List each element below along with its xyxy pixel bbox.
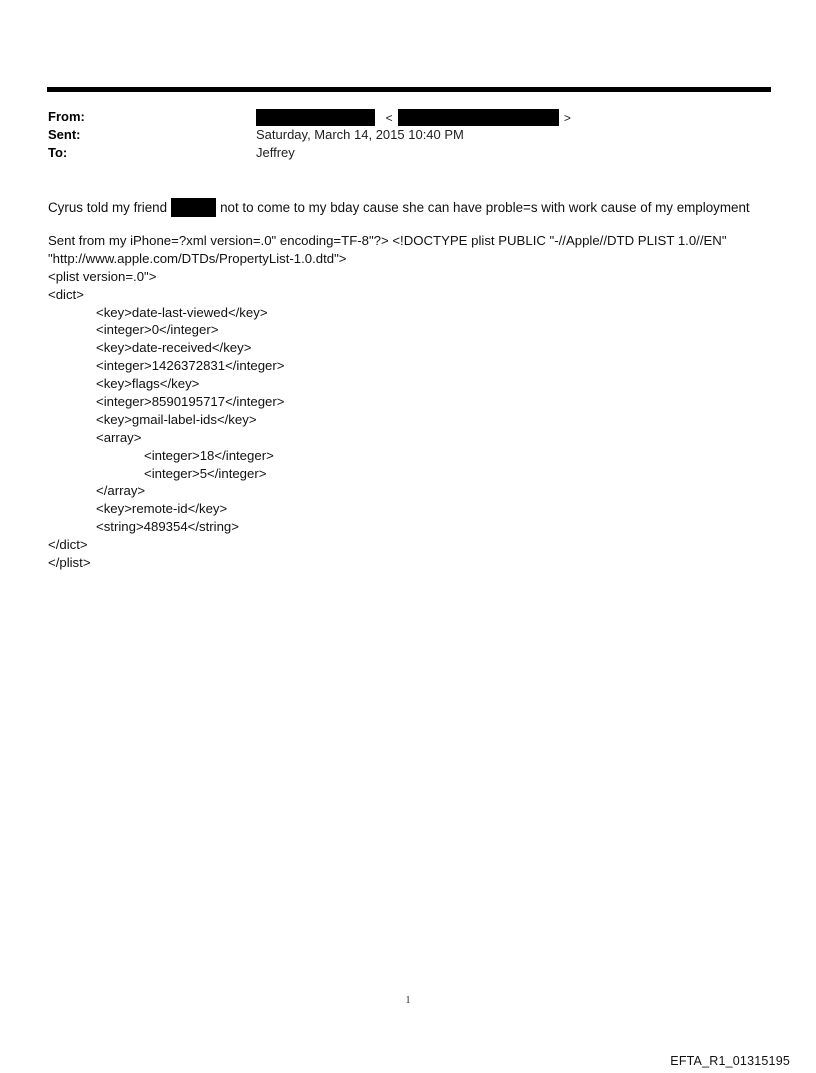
from-label: From: [48, 109, 85, 124]
from-open-bracket: < [385, 110, 393, 125]
body-line: </array> [96, 483, 146, 499]
body-line: <string>489354</string> [96, 519, 239, 535]
to-row [48, 144, 768, 162]
page-number: 1 [405, 995, 411, 1006]
sent-row [48, 126, 768, 144]
redacted-sender-name [256, 109, 375, 126]
redacted-friend-name [171, 198, 216, 217]
body-line: <dict> [48, 286, 84, 302]
body-line: </plist> [48, 555, 91, 571]
body-line: <key>date-received</key> [96, 340, 252, 356]
body-line: <array> [96, 429, 142, 445]
message-before-redaction: Cyrus told my friend [48, 200, 168, 215]
sent-value: Saturday, March 14, 2015 10:40 PM [256, 127, 464, 142]
sent-label: Sent: [48, 127, 81, 142]
to-label: To: [48, 145, 68, 160]
bates-number: EFTA_R1_01315195 [670, 1054, 790, 1068]
body-line: </dict> [48, 537, 88, 553]
body-line: Sent from my iPhone=?xml version=.0" encoding=TF-8"?> <!DOCTYPE plist PUBLIC "-//Apple//DTD PLIST 1.0//EN" [48, 233, 727, 248]
from-row [48, 108, 768, 126]
body-line: <key>flags</key> [96, 376, 200, 392]
body-line: <key>date-last-viewed</key> [96, 304, 268, 320]
body-line: <integer>18</integer> [144, 447, 274, 463]
body-line: <plist version=.0"> [48, 268, 157, 284]
redacted-sender-email [398, 109, 559, 126]
message-text [48, 198, 788, 218]
email-header [48, 108, 768, 162]
body-line: "http://www.apple.com/DTDs/PropertyList-1.0.dtd"> [48, 250, 347, 266]
body-line: <integer>8590195717</integer> [96, 394, 285, 410]
body-line: <integer>0</integer> [96, 322, 219, 338]
to-value: Jeffrey [256, 145, 295, 160]
body-line: <integer>5</integer> [144, 465, 267, 481]
from-close-bracket: > [563, 110, 571, 125]
header-rule [47, 87, 771, 92]
from-value [256, 108, 571, 127]
email-body [48, 232, 778, 572]
message-after-redaction: not to come to my bday cause she can have proble=s with work cause of my employment [220, 200, 750, 215]
body-line: <key>gmail-label-ids</key> [96, 411, 257, 427]
body-line: <integer>1426372831</integer> [96, 358, 285, 374]
body-line: <key>remote-id</key> [96, 501, 228, 517]
